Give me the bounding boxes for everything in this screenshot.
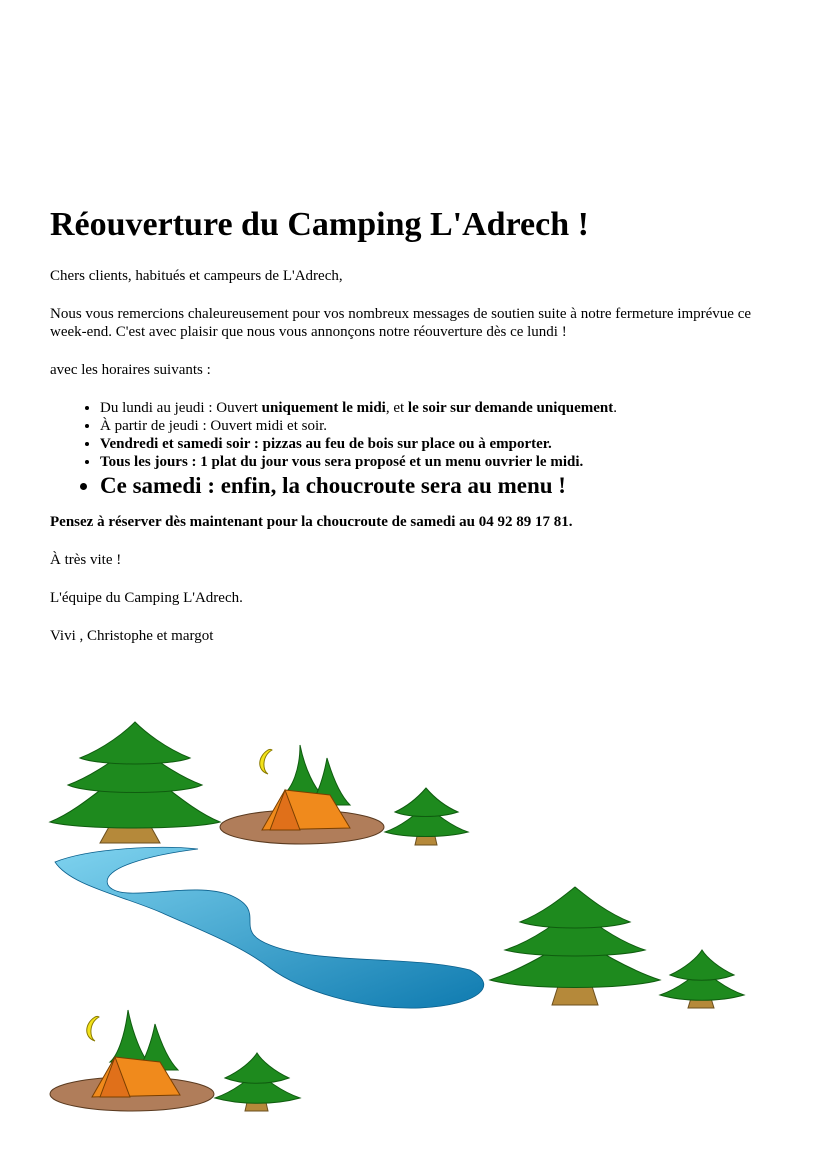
river — [55, 847, 484, 1008]
tree-icon — [50, 722, 220, 843]
tree-icon — [490, 887, 660, 1005]
schedule-intro: avec les horaires suivants : — [50, 362, 211, 378]
camping-illustration — [0, 700, 827, 1169]
moon-icon — [260, 749, 272, 774]
list-item — [100, 399, 790, 417]
list-item-text: . — [613, 400, 617, 416]
tree-icon — [385, 788, 468, 845]
tree-icon — [215, 1053, 300, 1111]
list-item-bold: le soir sur demande uniquement — [407, 400, 614, 416]
list-item-text: Du lundi au jeudi : Ouvert — [100, 400, 262, 416]
list-item: • Tous les jours : 1 plat du jour vous sera proposé et un menu ouvrier le midi. — [100, 453, 790, 471]
closing: À très vite ! — [50, 552, 122, 568]
signature-team: L'équipe du Camping L'Adrech. — [50, 590, 243, 606]
campsite-lower — [50, 1010, 214, 1111]
list-item-bold: uniquement le midi — [261, 400, 386, 416]
list-item-text: , et — [385, 400, 408, 416]
letter — [50, 205, 790, 665]
intro-paragraph: Nous vous remercions chaleureusement pour vos nombreux messages de soutien suite à notre fermeture imprévue ce week-end. C'est avec plaisir que nous vous annonçons notre réouverture dès ce lundi ! — [50, 306, 752, 340]
campsite-upper — [220, 745, 384, 844]
greeting: Chers clients, habitués et campeurs de L'Adrech, — [50, 268, 343, 284]
schedule-list — [50, 399, 790, 501]
page-title: Réouverture du Camping L'Adrech ! — [50, 206, 589, 243]
list-item: • Vendredi et samedi soir : pizzas au feu de bois sur place ou à emporter. — [100, 435, 790, 453]
tree-icon — [660, 950, 744, 1008]
list-item-highlight: • Ce samedi : enfin, la choucroute sera au menu ! — [100, 471, 790, 501]
list-item: • À partir de jeudi : Ouvert midi et soir. — [100, 417, 790, 435]
moon-icon — [87, 1016, 99, 1041]
signature-names: Vivi , Christophe et margot — [50, 628, 214, 644]
reservation-notice: Pensez à réserver dès maintenant pour la choucroute de samedi au 04 92 89 17 81. — [50, 514, 573, 530]
